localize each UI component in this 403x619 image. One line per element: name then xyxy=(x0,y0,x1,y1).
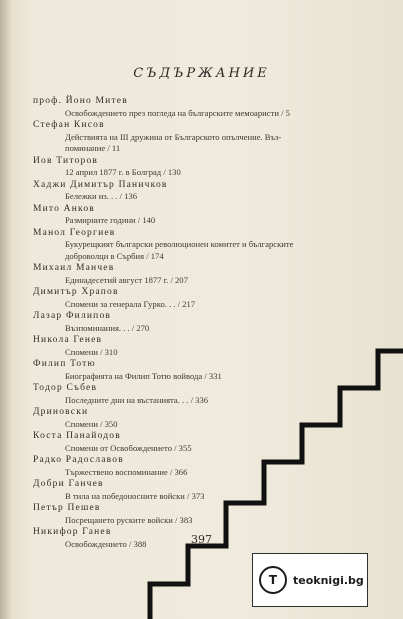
toc-title-line: 12 април 1877 г. в Болград / 130 xyxy=(65,167,181,177)
toc-author: Добри Ганчев xyxy=(33,479,104,489)
toc-author: Петър Пешев xyxy=(33,503,101,513)
toc-title-line: Освобождението през погледа на българските мемоаристи / 5 xyxy=(65,107,290,118)
toc-author: Михаил Манчев xyxy=(33,263,115,273)
toc-title-line: Спомени от Освобождението / 355 xyxy=(65,442,192,453)
watermark-badge xyxy=(252,553,368,607)
toc-title-line: Биографията на Филип Тотю войвода / 331 xyxy=(65,370,222,381)
toc-author: Филип Тотю xyxy=(33,359,96,369)
toc-title-line: Единадесетий август 1877 г. / 207 xyxy=(65,274,188,285)
book-logo-icon: T xyxy=(259,566,287,594)
toc-title-line: В тила на победоносните войски / 373 xyxy=(65,490,205,501)
toc-author: Радко Радославов xyxy=(33,455,124,465)
toc-author: Манол Георгиев xyxy=(33,227,116,238)
toc-title-line: Букурещкият български революционен комитет и българските xyxy=(65,239,294,249)
toc-author: Лазар Филипов xyxy=(33,311,112,321)
toc-author: Хаджи Димитър Паничков xyxy=(33,179,168,190)
toc-title-line: доброволци в Сърбия / 174 xyxy=(65,250,164,261)
toc-author: Никола Генев xyxy=(33,335,103,345)
toc-title-line: Освобождението / 388 xyxy=(65,538,147,549)
contents-heading: СЪДЪРЖАНИЕ xyxy=(133,66,270,81)
toc-title-line: Тържествено воспоминание / 366 xyxy=(65,466,188,477)
toc-title-line: Бележки из. . . / 136 xyxy=(65,191,138,201)
toc-author: Мито Анков xyxy=(33,203,95,214)
toc-author: Никифор Ганев xyxy=(33,527,112,537)
toc-title-line: поминание / 11 xyxy=(65,143,121,153)
watermark-site-name: teoknigi.bg xyxy=(293,573,364,587)
toc-title-line: Възпоминания. . . / 270 xyxy=(65,322,150,333)
toc-title-line: Размирните години / 140 xyxy=(65,215,156,225)
toc-author: Тодор Събев xyxy=(33,383,98,393)
toc-title-line: Действията на III дружина от Българското опълчение. Въз- xyxy=(65,131,282,142)
toc-author: Иов Титоров xyxy=(33,155,99,166)
toc-author: Димитър Храпов xyxy=(33,287,119,297)
toc-author: проф. Йоно Митев xyxy=(33,96,128,106)
toc-author: Стефан Кисов xyxy=(33,120,105,130)
page-number: 397 xyxy=(191,533,212,546)
toc-title-line: Спомени / 310 xyxy=(65,346,118,357)
toc-author: Коста Панайодов xyxy=(33,431,121,441)
toc-title-line: Спомени за генерала Гурко. . . / 217 xyxy=(65,298,196,309)
toc-title-line: Последните дни на въстанията. . . / 336 xyxy=(65,394,209,405)
toc-title-line: Спомени / 350 xyxy=(65,418,118,429)
toc-title-line: Посрещането руските войски / 383 xyxy=(65,514,193,525)
toc-author: Дриновски xyxy=(33,407,89,417)
